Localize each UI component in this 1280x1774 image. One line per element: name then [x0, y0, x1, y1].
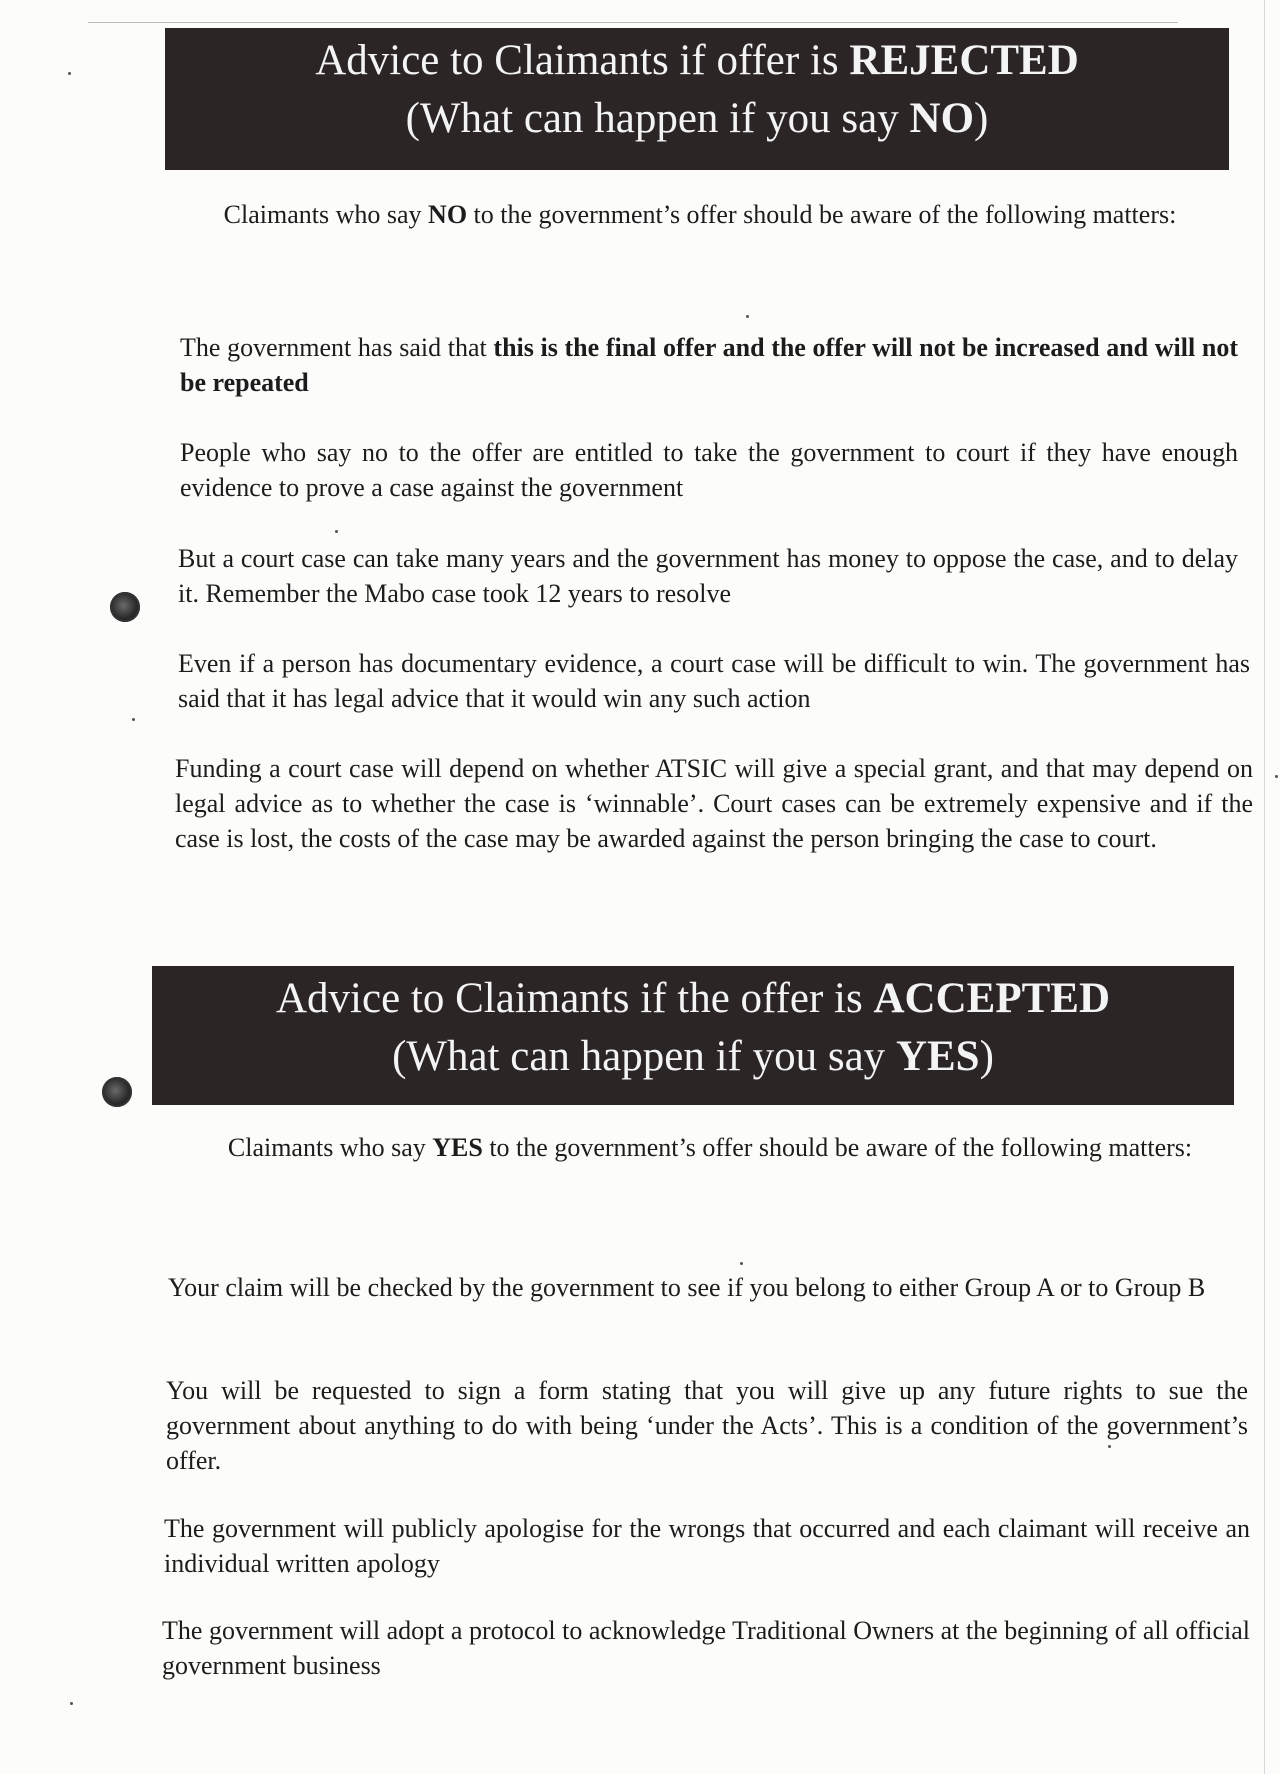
accepted-intro-emphasis: YES	[432, 1133, 483, 1162]
rejected-intro-suffix: to the government’s offer should be aware of the following matters:	[467, 200, 1177, 229]
rejected-banner	[165, 28, 1229, 170]
scan-speck	[70, 1702, 73, 1705]
rejected-banner-line-2	[165, 90, 1229, 148]
accepted-banner-yes: YES	[895, 1033, 980, 1080]
rejected-item-court-entitlement: People who say no to the offer are entitled to take the government to court if they have enough evidence to prove a case against the government	[180, 438, 1238, 502]
top-rule	[88, 22, 1178, 23]
accepted-intro	[175, 1131, 1245, 1165]
scan-speck	[68, 72, 71, 75]
accepted-intro-prefix: Claimants who say	[227, 1133, 433, 1162]
rejected-banner-line-1-prefix: Advice to Claimants if offer is	[315, 37, 850, 84]
rejected-intro-emphasis: NO	[428, 200, 468, 229]
rejected-item-final-offer	[180, 330, 1238, 400]
rejected-item-0-prefix: The government has said that	[180, 333, 494, 362]
rejected-item-court-duration: But a court case can take many years and the government has money to oppose the case, and to delay it. Remember the Mabo case took 12 years to resolve	[178, 544, 1238, 608]
accepted-banner-line-2-suffix: )	[979, 1033, 994, 1080]
rejected-intro	[175, 198, 1225, 232]
accepted-banner-line-2	[152, 1028, 1234, 1086]
rejected-banner-line-2-suffix: )	[974, 95, 989, 142]
scan-speck	[132, 718, 135, 721]
rejected-banner-line-2-prefix: (What can happen if you say	[405, 95, 910, 142]
scan-speck	[335, 530, 338, 533]
accepted-item-apology: The government will publicly apologise for the wrongs that occurred and each claimant will receive an individual written apology	[164, 1514, 1250, 1578]
punch-hole	[102, 1077, 132, 1107]
accepted-item-group-check: Your claim will be checked by the government to see if you belong to either Group A or to Group B	[168, 1273, 1206, 1302]
scan-speck	[1108, 1445, 1111, 1448]
accepted-banner-line-1-prefix: Advice to Claimants if the offer is	[275, 975, 874, 1022]
rejected-banner-emphasis: REJECTED	[849, 37, 1079, 84]
rejected-item-difficult-to-win: Even if a person has documentary evidence, a court case will be difficult to win. The government has said that it has legal advice that it would win any such action	[178, 649, 1250, 713]
accepted-banner	[152, 966, 1234, 1105]
rejected-banner-no: NO	[909, 95, 975, 142]
rejected-banner-line-1	[165, 32, 1229, 90]
rejected-item-funding: Funding a court case will depend on whether ATSIC will give a special grant, and that may depend on legal advice as to whether the case is ‘winnable’. Court cases can be extremely expensive and if the case is lost, the costs of the case may be awarded against the person bringing the case to court.	[175, 754, 1253, 853]
rejected-intro-prefix: Claimants who say	[223, 200, 429, 229]
scan-speck	[746, 315, 749, 318]
accepted-banner-emphasis: ACCEPTED	[873, 975, 1111, 1022]
accepted-item-sign-form: You will be requested to sign a form stating that you will give up any future rights to sue the government about anything to do with being ‘under the Acts’. This is a condition of the government’s offer.	[166, 1376, 1248, 1475]
accepted-intro-suffix: to the government’s offer should be aware of the following matters:	[482, 1133, 1193, 1162]
punch-hole	[110, 592, 140, 622]
scan-speck	[1275, 775, 1278, 778]
accepted-item-protocol: The government will adopt a protocol to acknowledge Traditional Owners at the beginning of all official government business	[162, 1616, 1250, 1680]
accepted-banner-line-2-prefix: (What can happen if you say	[392, 1033, 896, 1080]
scan-speck	[740, 1262, 743, 1265]
rejected-item-0-emphasis: this is the final offer and the offer will not be increased and will not be repeated	[180, 333, 1238, 397]
accepted-banner-line-1	[152, 970, 1234, 1028]
